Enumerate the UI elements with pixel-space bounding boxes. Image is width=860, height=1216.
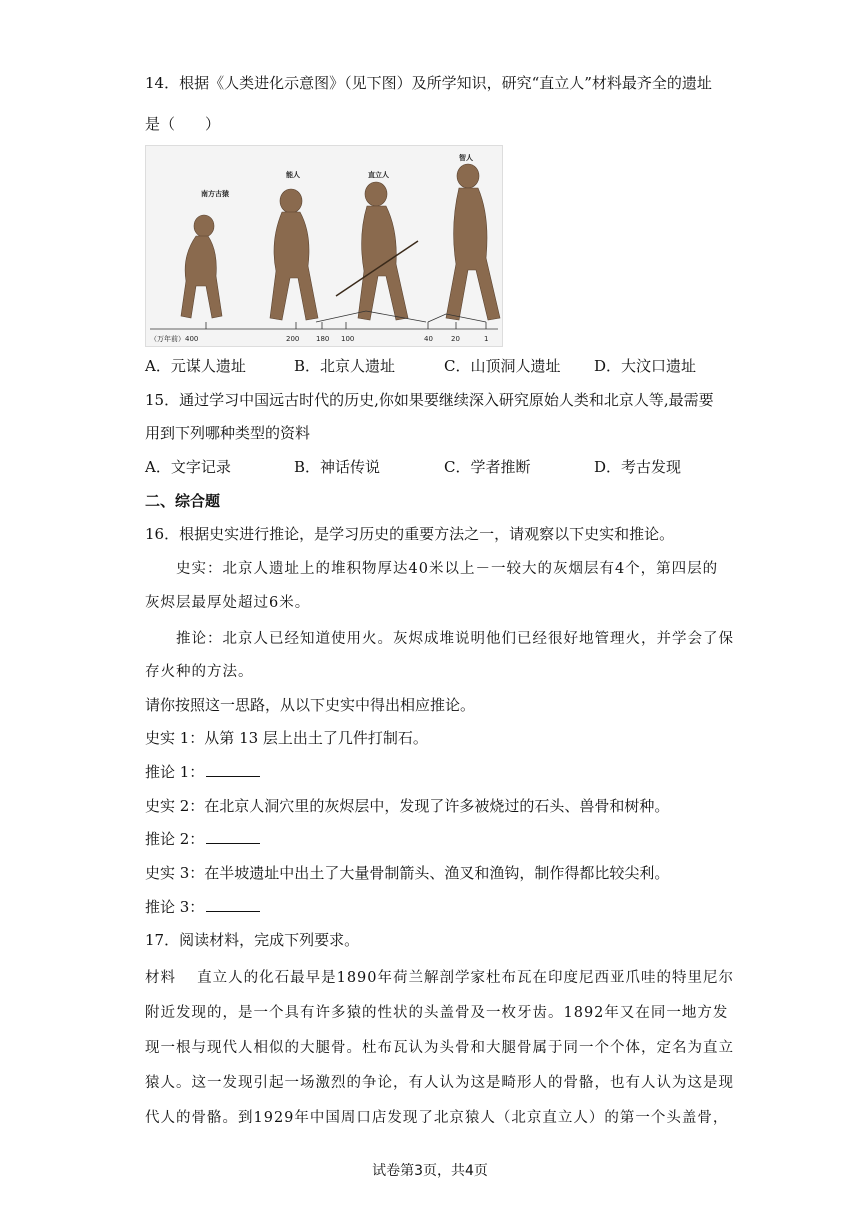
timeline-tick-20: 20 <box>451 335 460 343</box>
timeline-unit-label: （万年前）400 <box>150 335 199 343</box>
answer-blank-2[interactable] <box>206 829 260 844</box>
q14-option-a[interactable]: A．元谋人遗址 <box>145 357 246 375</box>
answer-blank-3[interactable] <box>206 897 260 912</box>
q14-option-c[interactable]: C．山顶洞人遗址 <box>444 357 561 375</box>
q16-fact3: 史实 3：在半坡遗址中出土了大量骨制箭头、渔叉和渔钩，制作得都比较尖利。 <box>145 864 670 882</box>
q16-inference1-label: 推论 1： <box>145 763 205 781</box>
q16-fact-line2: 灰烬层最厚处超过6米。 <box>145 595 311 611</box>
q14-option-b[interactable]: B．北京人遗址 <box>294 357 396 375</box>
timeline-tick-40: 40 <box>424 335 433 343</box>
q15-option-b[interactable]: B．神话传说 <box>294 458 381 476</box>
q17-intro: 17．阅读材料，完成下列要求。 <box>145 931 360 949</box>
figure-australopithecus-head <box>194 215 214 237</box>
q17-material-line: 现一根与现代人相似的大腿骨。杜布瓦认为头骨和大腿骨属于同一个个体，定名为直立 <box>145 1040 734 1056</box>
figure-homo-sapiens-body <box>446 188 500 320</box>
figure-homo-habilis-head <box>280 189 302 213</box>
q16-inference3-row <box>145 896 260 917</box>
hominid-silhouettes <box>181 164 500 320</box>
q16-inference3-label: 推论 3： <box>145 898 205 916</box>
label-homo-erectus: 直立人 <box>368 171 389 179</box>
q14-stem-line1: 14．根据《人类进化示意图》（见下图）及所学知识，研究“直立人”材料最齐全的遗址 <box>145 74 712 92</box>
timeline-tick-1: 1 <box>484 335 489 343</box>
q16-inference1-row <box>145 761 260 782</box>
q15-option-a[interactable]: A．文字记录 <box>145 458 231 476</box>
q17-material-line: 猿人。这一发现引起一场激烈的争论，有人认为这是畸形人的骨骼，也有人认为这是现 <box>145 1075 734 1091</box>
q17-material-line: 材料 直立人的化石最早是1890年荷兰解剖学家杜布瓦在印度尼西亚爪哇的特里尼尔 <box>145 970 735 986</box>
answer-blank-1[interactable] <box>206 762 260 777</box>
q14-stem-line2: 是（ ） <box>145 115 221 133</box>
q16-fact1: 史实 1：从第 13 层上出土了几件打制石。 <box>145 729 428 747</box>
figure-australopithecus-body <box>181 236 222 318</box>
q15-stem-line2: 用到下列哪种类型的资料 <box>145 424 311 442</box>
figure-homo-erectus-body <box>358 206 408 320</box>
q17-material-line: 附近发现的，是一个具有许多猿的性状的头盖骨及一枚牙齿。1892年又在同一地方发 <box>145 1005 729 1021</box>
section-title: 二、综合题 <box>145 492 221 510</box>
q16-fact2: 史实 2：在北京人洞穴里的灰烬层中，发现了许多被烧过的石头、兽骨和树种。 <box>145 797 670 815</box>
page-footer: 试卷第3页，共4页 <box>372 1163 488 1179</box>
label-homo-habilis: 能人 <box>286 171 300 179</box>
q16-instruction: 请你按照这一思路，从以下史实中得出相应推论。 <box>145 696 476 714</box>
q16-inference2-label: 推论 2： <box>145 830 205 848</box>
timeline-tick-100: 100 <box>341 335 355 343</box>
q15-option-c[interactable]: C．学者推断 <box>444 458 531 476</box>
label-homo-sapiens: 智人 <box>459 154 473 162</box>
evolution-illustration <box>146 146 502 346</box>
q16-intro: 16．根据史实进行推论，是学习历史的重要方法之一，请观察以下史实和推论。 <box>145 525 675 543</box>
timeline <box>150 311 498 329</box>
timeline-tick-200: 200 <box>286 335 300 343</box>
q14-option-d[interactable]: D．大汶口遗址 <box>594 357 697 375</box>
q16-inference-line1: 推论：北京人已经知道使用火。灰烬成堆说明他们已经很好地管理火，并学会了保 <box>176 631 734 647</box>
q16-inference2-row <box>145 828 260 849</box>
q17-material-line: 代人的骨骼。到1929年中国周口店发现了北京猿人（北京直立人）的第一个头盖骨， <box>145 1110 729 1126</box>
figure-homo-sapiens-head <box>457 164 479 188</box>
figure-homo-habilis-body <box>270 212 318 320</box>
q16-inference-line2: 存火种的方法。 <box>145 664 254 680</box>
label-australopithecus: 南方古猿 <box>201 190 229 198</box>
human-evolution-figure <box>145 145 503 347</box>
timeline-tick-180: 180 <box>316 335 330 343</box>
q15-option-d[interactable]: D．考古发现 <box>594 458 682 476</box>
q15-stem-line1: 15．通过学习中国远古时代的历史,你如果要继续深入研究原始人类和北京人等,最需要 <box>145 391 714 409</box>
q16-fact-line1: 史实：北京人遗址上的堆积物厚达40米以上－一较大的灰烟层有4个，第四层的 <box>176 561 719 577</box>
figure-homo-erectus-head <box>365 182 387 206</box>
